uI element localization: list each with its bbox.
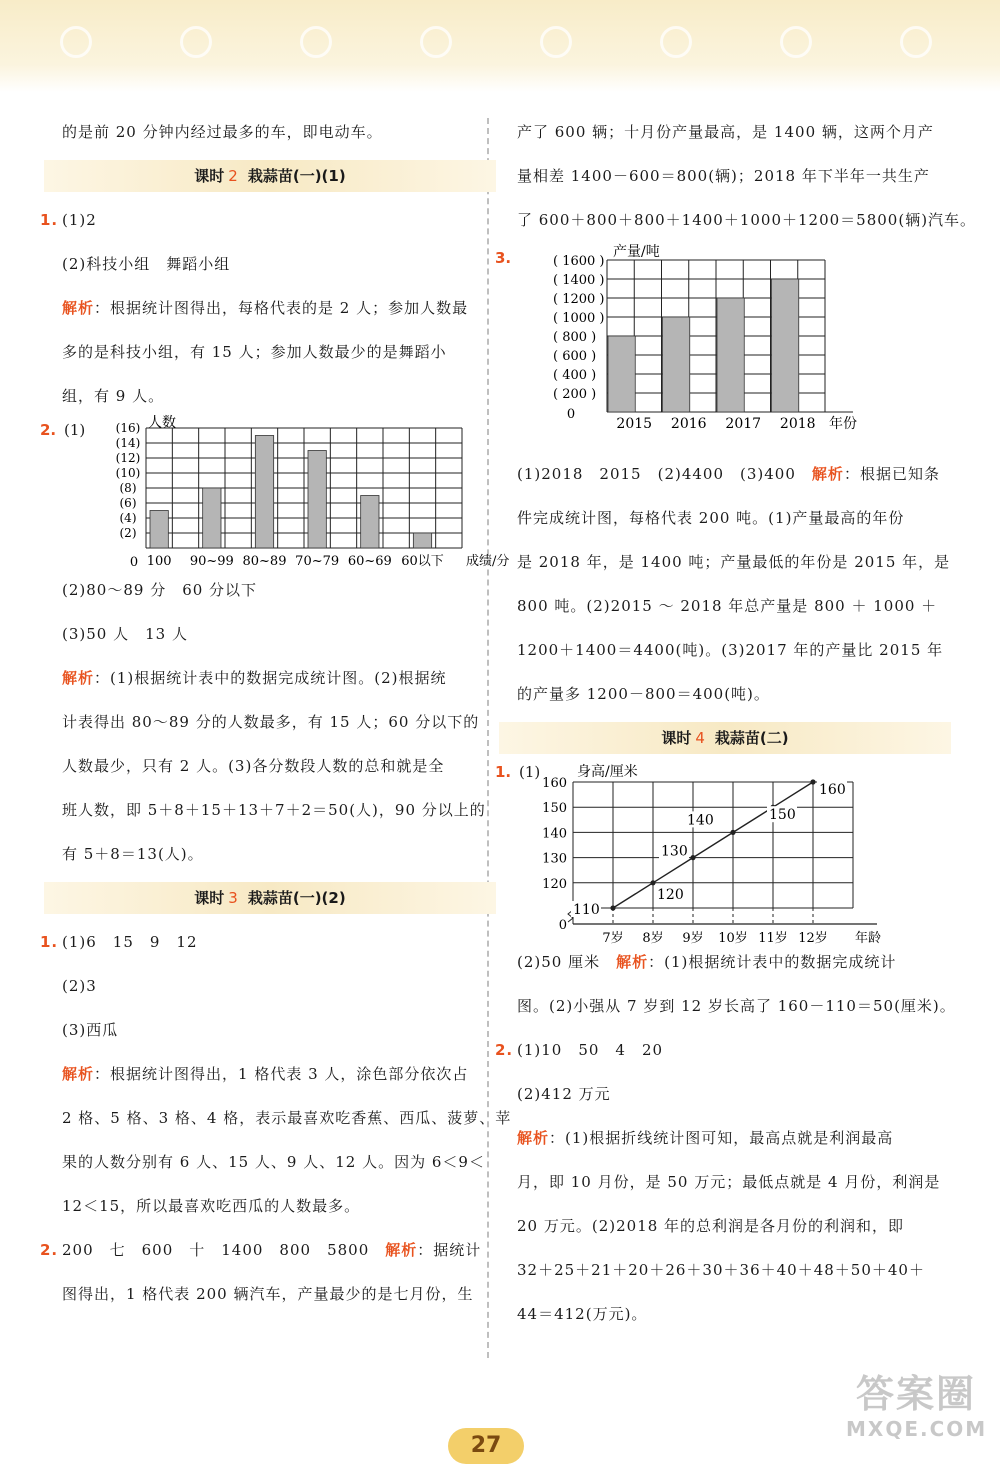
question-number: 2. bbox=[40, 421, 57, 439]
analysis-text: 班人数，即 5＋8＋15＋13＋7＋2＝50(人)，90 分以上的 bbox=[62, 801, 486, 819]
answer: (2)80～89 分 60 分以下 bbox=[62, 581, 258, 599]
category-label: 60~69 bbox=[347, 554, 392, 569]
analysis-text: 图。(2)小强从 7 岁到 12 岁长高了 160－110＝50(厘米)。 bbox=[517, 997, 956, 1015]
analysis-label: 解析 bbox=[385, 1241, 418, 1259]
right-column bbox=[495, 110, 977, 1336]
analysis-text: ：(1)根据折线统计图可知，最高点就是利润最高 bbox=[549, 1129, 894, 1147]
tick-label: (8) bbox=[119, 481, 137, 495]
answer: (3)西瓜 bbox=[62, 1021, 119, 1039]
tick-label: 160 bbox=[542, 776, 567, 791]
lesson-header-4: 课时 4 栽蒜苗(二) bbox=[499, 722, 951, 754]
bar bbox=[413, 533, 431, 548]
tick-label: ( 1000 ) bbox=[553, 311, 605, 326]
tick-label: ( 1400 ) bbox=[553, 273, 605, 288]
data-label: 140 bbox=[687, 812, 714, 829]
category-label: 100 bbox=[146, 554, 172, 569]
column-divider bbox=[487, 118, 489, 1358]
data-point bbox=[610, 905, 615, 910]
production-bar-chart bbox=[517, 242, 937, 452]
answer: (2)3 bbox=[62, 977, 97, 995]
category-label: 70~79 bbox=[295, 554, 340, 569]
data-label: 130 bbox=[661, 843, 688, 860]
answer: 200 七 600 十 1400 800 5800 bbox=[62, 1241, 370, 1259]
tick-label: 150 bbox=[542, 801, 567, 817]
question-number: 1. bbox=[40, 933, 59, 951]
lesson-header-3: 课时 3 栽蒜苗(一)(2) bbox=[44, 882, 496, 914]
tick-label: (10) bbox=[115, 466, 141, 480]
analysis-text: 件完成统计图，每格代表 200 吨。(1)产量最高的年份 bbox=[517, 509, 905, 527]
bar bbox=[150, 511, 168, 549]
analysis-label: 解析 bbox=[517, 1129, 550, 1147]
bar bbox=[203, 488, 221, 548]
question-number: 3. bbox=[495, 249, 512, 267]
tick-label: 120 bbox=[542, 876, 567, 892]
category-label: 11岁 bbox=[758, 931, 788, 946]
tick-label: (14) bbox=[115, 436, 141, 450]
category-label: 10岁 bbox=[718, 931, 748, 946]
analysis-label: 解析 bbox=[62, 669, 95, 687]
analysis-text: ：根据已知条 bbox=[843, 465, 940, 483]
category-label: 8岁 bbox=[642, 931, 664, 946]
data-point bbox=[690, 855, 695, 860]
text-line: 量相差 1400－600＝800(辆)；2018 年下半年一共生产 bbox=[517, 167, 930, 185]
analysis-text: 计表得出 80～89 分的人数最多，有 15 人；60 分以下的 bbox=[62, 713, 480, 731]
text-line: 的是前 20 分钟内经过最多的车，即电动车。 bbox=[62, 123, 383, 141]
question-number: 2. bbox=[40, 1241, 59, 1259]
data-point bbox=[650, 880, 655, 885]
analysis-text: 有 5＋8＝13(人)。 bbox=[62, 845, 204, 863]
tick-label: 0 bbox=[558, 918, 567, 933]
tick-label: ( 200 ) bbox=[553, 387, 597, 402]
answer: (2)412 万元 bbox=[517, 1085, 611, 1103]
answer-part: (1) bbox=[64, 421, 86, 439]
bar bbox=[772, 279, 799, 412]
analysis-text: 32＋25＋21＋20＋26＋30＋36＋40＋48＋50＋40＋ bbox=[517, 1261, 925, 1279]
tick-label: ( 800 ) bbox=[553, 330, 597, 345]
tick-label: (12) bbox=[115, 451, 141, 465]
bar bbox=[361, 496, 379, 549]
tick-label: ( 600 ) bbox=[553, 349, 597, 364]
data-label: 160 bbox=[819, 782, 846, 798]
tick-label: ( 1200 ) bbox=[553, 292, 605, 307]
tick-label: ( 1600 ) bbox=[553, 254, 605, 269]
bar bbox=[608, 336, 635, 412]
analysis-text: 果的人数分别有 6 人、15 人、9 人、12 人。因为 6＜9＜ bbox=[62, 1153, 485, 1171]
bar bbox=[308, 451, 326, 549]
analysis-text: 人数最少，只有 2 人。(3)各分数段人数的总和就是全 bbox=[62, 757, 445, 775]
answer: (1)2018 2015 (2)4400 (3)400 bbox=[517, 465, 796, 483]
category-label: 7岁 bbox=[602, 931, 624, 946]
tick-label: (16) bbox=[115, 421, 141, 435]
analysis-label: 解析 bbox=[62, 299, 95, 317]
answer: (1)2 bbox=[62, 211, 97, 229]
data-label: 110 bbox=[573, 902, 600, 918]
x-axis-label: 年份 bbox=[829, 416, 857, 432]
category-label: 2016 bbox=[670, 416, 707, 432]
analysis-text: ：据统计 bbox=[417, 1241, 482, 1259]
analysis-text: 组，有 9 人。 bbox=[62, 387, 165, 405]
answer: (3)50 人 13 人 bbox=[62, 625, 188, 643]
category-label: 9岁 bbox=[682, 931, 704, 946]
analysis-text: ：根据统计图得出，每格代表的是 2 人；参加人数最 bbox=[94, 299, 469, 317]
tick-label: 130 bbox=[542, 851, 567, 867]
analysis-text: 44＝412(万元)。 bbox=[517, 1305, 648, 1323]
tick-label: 140 bbox=[542, 826, 567, 842]
category-label: 12岁 bbox=[798, 931, 828, 946]
text-line: 产了 600 辆；十月份产量最高，是 1400 辆，这两个月产 bbox=[517, 123, 934, 141]
header-decoration bbox=[0, 0, 1000, 92]
question-number: 1. bbox=[40, 211, 59, 229]
answer: (2)科技小组 舞蹈小组 bbox=[62, 255, 231, 273]
tick-label: (2) bbox=[119, 526, 137, 540]
category-label: 2017 bbox=[725, 416, 762, 432]
bar bbox=[255, 436, 273, 549]
analysis-text: 图得出，1 格代表 200 辆汽车，产量最少的是七月份，生 bbox=[62, 1285, 474, 1303]
bar bbox=[663, 317, 690, 412]
question-number: 2. bbox=[495, 1041, 514, 1059]
analysis-label: 解析 bbox=[616, 953, 649, 971]
page-number: 27 bbox=[448, 1428, 524, 1464]
analysis-text: 20 万元。(2)2018 年的总利润是各月份的利润和，即 bbox=[517, 1217, 905, 1235]
score-bar-chart bbox=[62, 415, 510, 570]
analysis-text: 1200＋1400＝4400(吨)。(3)2017 年的产量比 2015 年 bbox=[517, 641, 944, 659]
question-number: 1. bbox=[495, 763, 512, 781]
analysis-text: 12＜15，所以最喜欢吃西瓜的人数最多。 bbox=[62, 1197, 361, 1215]
left-column bbox=[40, 110, 512, 1316]
data-point bbox=[730, 830, 735, 835]
watermark-logo: 答案圈 MXQE.COM bbox=[846, 1372, 988, 1441]
category-label: 80~89 bbox=[242, 554, 287, 569]
analysis-text: 800 吨。(2)2015 ～ 2018 年总产量是 800 ＋ 1000 ＋ bbox=[517, 597, 938, 615]
analysis-text: ：(1)根据统计表中的数据完成统计 bbox=[648, 953, 897, 971]
data-point bbox=[810, 779, 815, 784]
analysis-label: 解析 bbox=[62, 1065, 95, 1083]
bar bbox=[717, 298, 744, 412]
category-label: 60以下 bbox=[401, 554, 444, 569]
answer: (1)6 15 9 12 bbox=[62, 933, 198, 951]
tick-label: (4) bbox=[119, 511, 137, 525]
analysis-text: 月，即 10 月份，是 50 万元；最低点就是 4 月份，利润是 bbox=[517, 1173, 941, 1191]
analysis-label: 解析 bbox=[811, 465, 844, 483]
answer: (2)50 厘米 bbox=[517, 953, 601, 971]
data-label: 120 bbox=[657, 886, 684, 903]
series-line bbox=[613, 782, 813, 908]
category-label: 2015 bbox=[616, 416, 653, 432]
text-line: 了 600＋800＋800＋1400＋1000＋1200＝5800(辆)汽车。 bbox=[517, 211, 977, 229]
tick-label: 0 bbox=[566, 407, 576, 422]
analysis-text: 2 格、5 格、3 格、4 格，表示最喜欢吃香蕉、西瓜、菠萝、苹 bbox=[62, 1109, 512, 1127]
category-label: 2018 bbox=[779, 416, 816, 432]
lesson-header-2: 课时 2 栽蒜苗(一)(1) bbox=[44, 160, 496, 192]
answer-part: (1) bbox=[519, 763, 541, 781]
x-axis-label: 年龄 bbox=[855, 931, 882, 946]
y-axis-label: 人数 bbox=[148, 415, 176, 431]
tick-label: ( 400 ) bbox=[553, 368, 597, 383]
analysis-text: 多的是科技小组，有 15 人；参加人数最少的是舞蹈小 bbox=[62, 343, 447, 361]
x-axis-label: 成绩/分 bbox=[466, 554, 510, 569]
height-line-chart bbox=[517, 760, 937, 946]
analysis-text: 的产量多 1200－800＝400(吨)。 bbox=[517, 685, 770, 703]
analysis-text: ：(1)根据统计表中的数据完成统计图。(2)根据统 bbox=[94, 669, 447, 687]
tick-label: 0 bbox=[129, 555, 139, 570]
analysis-text: 是 2018 年，是 1400 吨；产量最低的年份是 2015 年，是 bbox=[517, 553, 951, 571]
data-label: 150 bbox=[769, 807, 796, 824]
category-label: 90~99 bbox=[189, 554, 234, 569]
analysis-text: ：根据统计图得出，1 格代表 3 人，涂色部分依次占 bbox=[94, 1065, 469, 1083]
y-axis-label: 身高/厘米 bbox=[577, 764, 638, 780]
tick-label: (6) bbox=[119, 496, 137, 510]
answer: (1)10 50 4 20 bbox=[517, 1041, 664, 1059]
y-axis-label: 产量/吨 bbox=[613, 244, 660, 260]
